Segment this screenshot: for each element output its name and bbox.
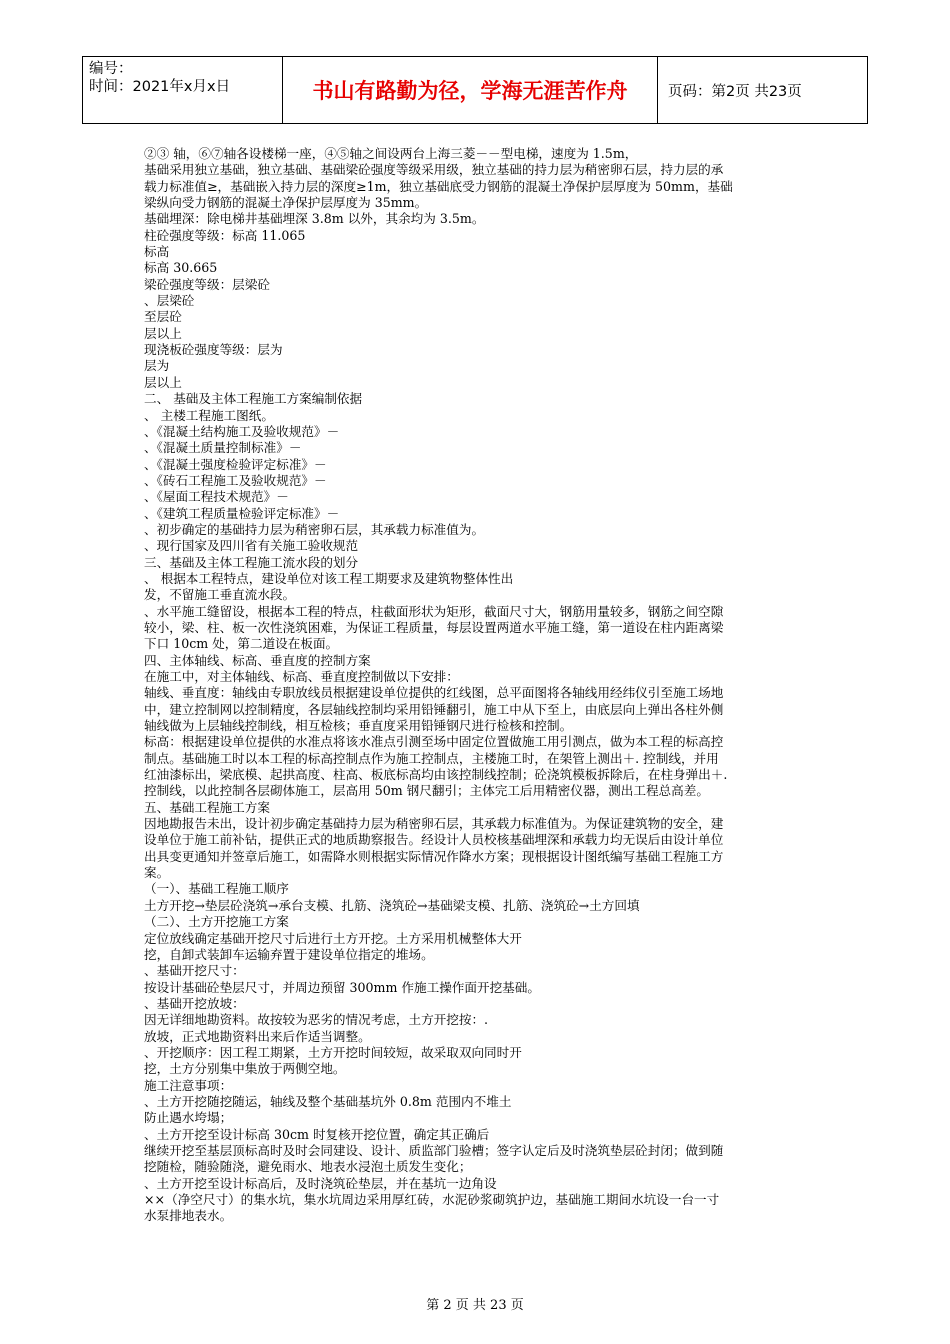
document-date-label: 时间：2021年x月x日	[89, 79, 231, 95]
header-slogan: 书山有路勤为径，学海无涯苦作舟	[283, 57, 658, 123]
body-line: 、 主楼工程施工图纸。	[144, 407, 274, 423]
body-line: 、土方开挖随挖随运，轴线及整个基础基坑外 0.8m 范围内不堆土	[144, 1093, 512, 1109]
body-line: 标高 30.665	[144, 260, 218, 276]
body-line: 挖，自卸式装卸车运输弃置于建设单位指定的堆场。	[144, 946, 434, 962]
body-line: 基础埋深：除电梯井基础埋深 3.8m 以外，其余均为 3.5m。	[144, 211, 485, 227]
body-line: 、《混凝土结构施工及验收规范》－	[144, 423, 340, 439]
body-line: 下口 10cm 处，第二道设在板面。	[144, 636, 339, 652]
body-line: 层以上	[144, 325, 182, 341]
body-line: 较小，梁、柱、板一次性浇筑困难，为保证工程质量，每层设置两道水平施工缝，第一道设在柱内距离梁	[144, 619, 724, 635]
body-line: 施工注意事项：	[144, 1077, 233, 1093]
body-line: 、初步确定的基础持力层为稍密卵石层，其承载力标准值为。	[144, 521, 485, 537]
body-line: 定位放线确定基础开挖尺寸后进行土方开挖。土方采用机械整体大开	[144, 930, 522, 946]
body-line: 现浇板砼强度等级：层为	[144, 342, 283, 358]
body-line: 层为	[144, 358, 170, 374]
body-line: 、《建筑工程质量检验评定标准》－	[144, 505, 340, 521]
body-line: 挖随检，随验随浇，避免雨水、地表水浸泡土质发生变化；	[144, 1159, 472, 1175]
body-line: 至层砼	[144, 309, 182, 325]
body-line: 水泵排地表水。	[144, 1208, 233, 1224]
header-page-number: 页码：第2页 共23页	[668, 83, 802, 100]
body-line: 按设计基础砼垫层尺寸，并周边预留 300mm 作施工操作面开挖基础。	[144, 979, 540, 995]
body-line: 基础采用独立基础，独立基础、基础梁砼强度等级采用级，独立基础的持力层为稍密卵石层，持力层的承	[144, 162, 724, 178]
body-line: 、土方开挖至设计标高后，及时浇筑砼垫层，并在基坑一边角设	[144, 1175, 497, 1191]
body-line: 因无详细地勘资料。故按较为恶劣的情况考虑，土方开挖按：.	[144, 1012, 489, 1028]
body-line: 梁砼强度等级：层梁砼	[144, 276, 270, 292]
body-line: 土方开挖→垫层砼浇筑→承台支模、扎筋、浇筑砼→基础梁支模、扎筋、浇筑砼→土方回填	[144, 897, 640, 913]
body-line: 设单位于施工前补钻，提供正式的地质勘察报告。经设计人员校核基础埋深和承载力均无误后由设计单位	[144, 832, 724, 848]
body-line: 、现行国家及四川省有关施工验收规范	[144, 538, 359, 554]
body-line: 、《屋面工程技术规范》－	[144, 489, 289, 505]
body-line: 标高	[144, 244, 170, 260]
body-line: 案。	[144, 865, 170, 881]
body-line: （一）、基础工程施工顺序	[144, 881, 289, 897]
document-number-label: 编号：	[89, 61, 133, 77]
document-body	[144, 146, 812, 1225]
body-line: 放坡，正式地勘资料出来后作适当调整。	[144, 1028, 371, 1044]
body-line: 在施工中，对主体轴线、标高、垂直度控制做以下安排：	[144, 669, 459, 684]
body-line: （二）、土方开挖施工方案	[144, 914, 289, 930]
body-line: ××（净空尺寸）的集水坑，集水坑周边采用厚红砖，水泥砂浆砌筑护边，基础施工期间水坑设一台一寸	[144, 1192, 720, 1207]
body-line: 载力标准值≥，基础嵌入持力层的深度≥1m，独立基础底受力钢筋的混凝土净保护层厚度为 50mm，基础	[144, 178, 733, 194]
body-line: 因地勘报告未出，设计初步确定基础持力层为稍密卵石层，其承载力标准值为。为保证建筑物的安全，建	[144, 816, 724, 832]
body-line: 二、 基础及主体工程施工方案编制依据	[144, 391, 363, 407]
body-line: 制点。基础施工时以本工程的标高控制点作为施工控制点，主楼施工时，在架管上测出＋. 控制线，并用	[144, 750, 719, 766]
body-line: 出具变更通知并签章后施工，如需降水则根据实际情况作降水方案；现根据设计图纸编写基础工程施工方	[144, 848, 724, 864]
body-line: 发，不留施工垂直流水段。	[144, 587, 296, 603]
body-line: 标高：根据建设单位提供的水准点将该水准点引测至场中固定位置做施工用引测点，做为本工程的标高控	[144, 734, 724, 750]
page-footer: 第 2 页 共 23 页	[426, 1298, 524, 1313]
body-line: 梁纵向受力钢筋的混凝土净保护层厚度为 35mm。	[144, 195, 428, 211]
body-line: 、基础开挖放坡：	[144, 995, 245, 1011]
body-line: 、基础开挖尺寸：	[144, 963, 245, 979]
body-line: 五、基础工程施工方案	[144, 799, 270, 815]
body-line: ②③ 轴，⑥⑦轴各设楼梯一座，④⑤轴之间设两台上海三菱－－型电梯，速度为 1.5m，	[144, 146, 638, 161]
body-line: 防止遇水垮塌；	[144, 1110, 233, 1126]
body-line: 四、主体轴线、标高、垂直度的控制方案	[144, 652, 371, 668]
header-meta	[83, 57, 283, 123]
body-line: 挖，土方分别集中集放于两侧空地。	[144, 1061, 346, 1077]
body-line: 、水平施工缝留设，根据本工程的特点，柱截面形状为矩形，截面尺寸大，钢筋用量较多，钢筋之间空隙	[144, 603, 724, 619]
body-line: 轴线、垂直度：轴线由专职放线员根据建设单位提供的红线图，总平面图将各轴线用经纬仪引至施工场地	[144, 685, 724, 701]
body-line: 控制线，以此控制各层砌体施工，层高用 50m 钢尺翻引；主体完工后用精密仪器，测出工程总高差。	[144, 783, 709, 799]
body-line: 、《混凝土强度检验评定标准》－	[144, 456, 327, 472]
body-line: 继续开挖至基层顶标高时及时会同建设、设计、质监部门验槽；签字认定后及时浇筑垫层砼封闭；做到随	[144, 1142, 724, 1158]
body-line: 、土方开挖至设计标高 30cm 时复核开挖位置，确定其正确后	[144, 1126, 490, 1142]
body-line: 、层梁砼	[144, 293, 195, 309]
body-line: 轴线做为上层轴线控制线，相互检核；垂直度采用铅锤钢尺进行检核和控制。	[144, 718, 573, 734]
page-header	[82, 56, 868, 124]
body-line: 、《混凝土质量控制标准》－	[144, 440, 302, 456]
body-line: 中，建立控制网以控制精度，各层轴线控制均采用铅锤翻引，施工中从下至上，由底层向上弹出各柱外侧	[144, 701, 724, 717]
body-line: 、 根据本工程特点，建设单位对该工程工期要求及建筑物整体性出	[144, 570, 514, 586]
body-line: 红油漆标出，梁底模、起拱高度、柱高、板底标高均由该控制线控制；砼浇筑模板拆除后，在柱身弹出＋.	[144, 767, 728, 783]
body-line: 、《砖石工程施工及验收规范》－	[144, 472, 327, 488]
body-line: 层以上	[144, 374, 182, 390]
body-line: 三、基础及主体工程施工流水段的划分	[144, 554, 359, 570]
body-line: 、开挖顺序：因工程工期紧，土方开挖时间较短，故采取双向同时开	[144, 1044, 522, 1060]
body-line: 柱砼强度等级：标高 11.065	[144, 227, 306, 243]
